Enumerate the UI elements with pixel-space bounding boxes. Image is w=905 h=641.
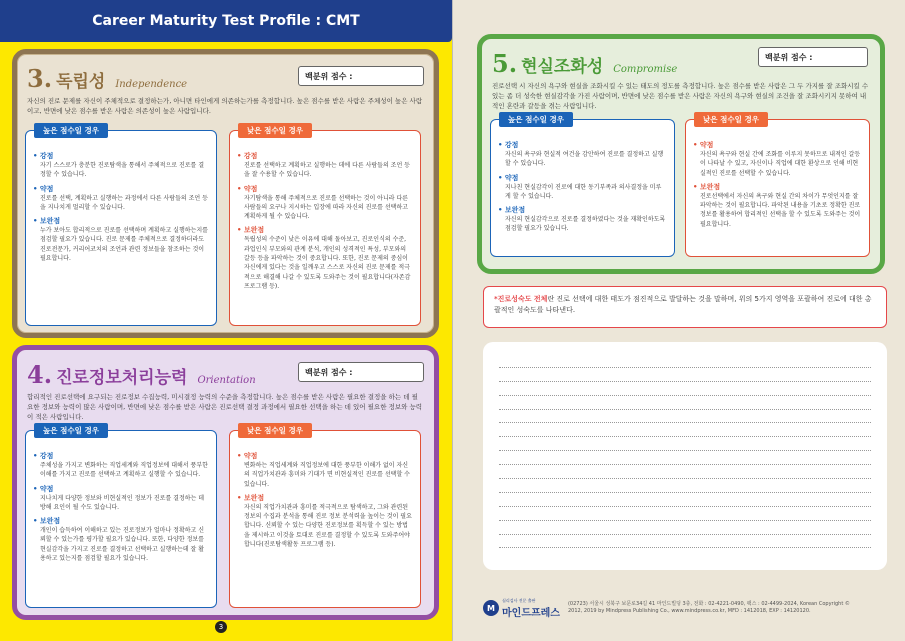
strength-heading: • 강점 [33, 152, 54, 160]
ruled-line [499, 354, 871, 368]
ruled-line [499, 507, 871, 521]
weakness-text: 자기탐색을 통해 주체적으로 진로를 선택하는 것이 아니라 다른 사람들의 요구나 지시하는 입장에 따라 자신의 진로를 선택하고 계획하게 될 수 있습니다. [244, 194, 409, 221]
ruled-line [499, 382, 871, 396]
complement-text: 독립성의 수준이 낮은 이유에 대해 돌아보고, 진로인식의 수준, 과업인식 부모와의 관계 분석, 개인의 성격적인 특성, 부모와의 갈등 등을 파악하는 것이 중요합니다. 또한, 진로 문제의 중심이 자신에게 있다는 것을 일깨우고 스스로 자신의 진로 문제를 적극적으로 해결해 나갈 수 있도록 도와주는 것이 필요합니다(자존감 프로그램 등). [244, 236, 411, 290]
maturity-note [483, 286, 887, 328]
ruled-line [499, 451, 871, 465]
low-score-box [229, 426, 421, 608]
low-score-label: 낮은 점수일 경우 [238, 423, 312, 438]
section-title-ko: 독립성 [56, 72, 106, 92]
copyright-line-2: 2012, 2019 by Mindpress Publishing Co., www.mindpress.co.kr, MFD : 1412018, EXP : 14120120. [567, 608, 811, 614]
ruled-line [499, 535, 871, 549]
section-orientation [12, 345, 439, 620]
section-title-en: Orientation [197, 375, 256, 386]
weakness-heading: • 약점 [693, 141, 714, 149]
notes-area[interactable] [483, 342, 887, 570]
complement-heading: • 보완점 [693, 182, 721, 191]
ruled-line [499, 396, 871, 410]
logo-text: 마인드프레스 [502, 607, 560, 619]
complement-heading: • 보완점 [33, 217, 61, 226]
percentile-score-field[interactable]: 백분위 점수 : [758, 47, 868, 67]
strength-text: 진로를 선택하고 계획하고 실행하는 데에 다른 사람들의 조언 등을 잘 수용할 수 있습니다. [244, 162, 410, 179]
strength-heading: • 강점 [237, 152, 258, 160]
left-page [0, 0, 452, 641]
high-score-label: 높은 점수일 경우 [499, 112, 573, 127]
weakness-heading: • 약점 [33, 484, 54, 493]
high-score-label: 높은 점수일 경우 [34, 423, 108, 438]
low-score-box [685, 115, 870, 257]
low-score-label: 낮은 점수일 경우 [238, 123, 312, 138]
strength-heading: • 강점 [498, 141, 519, 149]
complement-text: 개인이 습득하여 이해하고 있는 진로정보가 얼마나 정확하고 신뢰할 수 있는가를 평가할 필요가 있습니다. 또한, 다양한 정보를 현실감각을 가지고 진로를 결정하고 선택하고 실행하는데 잘 활용하고 있는지를 점검할 필요가 있습니다. [40, 527, 205, 563]
ruled-line [499, 479, 871, 493]
weakness-text: 지나치게 다양한 정보와 비현실적인 정보가 진로를 결정하는 데 방해 요인이 될 수도 있습니다. [40, 494, 205, 511]
section-independence [12, 49, 439, 338]
complement-heading: • 보완점 [498, 206, 526, 215]
complement-text: 진로선택에서 자신의 욕구와 현실 간의 차이가 무엇인지를 잘 파악하는 것이 필요합니다. 파악된 내용을 기초로 정확한 진로정보를 활용하여 합리적인 선택을 할 수 있도록 도와주는 것이 필요합니다. [700, 192, 861, 228]
percentile-score-field[interactable]: 백분위 점수 : [298, 362, 424, 382]
section-description: 합리적인 진로선택에 요구되는 진로정보 수집능력, 미시결정 능력의 수준을 측정합니다. 높은 점수를 받은 사람은 필요한 결정을 하는 데 필요한 정보와 능력이 많은 사람이며, 반면에 낮은 점수를 받은 사람은 진로선택 결정 과정에서 필요한 선택을 하는 데 있어 필요한 정보와 능력이 적은 사람입니다. [27, 393, 423, 421]
low-score-box [229, 126, 421, 326]
complement-heading: • 보완점 [237, 226, 265, 235]
section-description: 자신의 진로 문제를 자신이 주체적으로 결정하는가, 아니면 타인에게 의존하는가를 측정합니다. 높은 점수를 받은 사람은 주체성이 높은 사람이고, 반면에 낮은 점수를 받은 사람은 의존성이 높은 사람입니다. [27, 97, 423, 115]
section-title-ko: 현실조화성 [521, 57, 604, 77]
ruled-line [499, 410, 871, 424]
strength-text: 자신의 욕구와 현실적 여건을 감안하여 진로를 결정하고 실행할 수 있습니다. [505, 151, 664, 168]
ruled-line [499, 423, 871, 437]
section-number: 5. [492, 49, 518, 78]
ruled-line [499, 437, 871, 451]
weakness-heading: • 약점 [237, 452, 258, 460]
weakness-text: 변화하는 직업세계와 직업정보에 대한 풍부한 이해가 없이 자신의 직업가치관과 흥미와 기대가 면 비현실적인 진로를 선택할 수 있습니다. [244, 462, 410, 488]
high-score-box [490, 115, 675, 257]
high-score-label: 높은 점수일 경우 [34, 123, 108, 138]
profile-title: Career Maturity Test Profile : CMT [0, 0, 452, 42]
copyright-line-1: (02723) 서울시 성북구 보문로34길 41 마인드빌딩 3층, 전화 : 02-4221-0490, 팩스 : 02-4499-2024, Korean Copyright © [567, 600, 850, 607]
complement-text: 누가 보아도 합리적으로 진로를 선택하며 계획하고 실행하는지를 점검할 필요가 있습니다. 진로 문제를 주체적으로 결정하더라도 진로전문가, 커리어코치의 조언과 관련 정보들을 참조하는 것이 필요합니다. [40, 227, 208, 263]
strength-text: 자기 스스로가 충분한 진로탐색을 통해서 주체적으로 진로를 결정할 수 있습니다. [40, 162, 205, 179]
weakness-text: 지나친 현실감각이 진로에 대한 동기부족과 의사결정을 미루게 할 수 있습니다. [505, 183, 662, 200]
section-number: 4. [27, 360, 53, 389]
complement-text: 자신의 현실감각으로 진로를 결정하였다는 것을 재확인하도록 점검할 필요가 있습니다. [505, 216, 666, 233]
weakness-text: 진로를 선택, 계획하고 실행하는 과정에서 다른 사람들의 조언 등을 지나치게 멀리할 수 있습니다. [40, 194, 208, 211]
section-title-en: Compromise [613, 64, 678, 75]
note-text: 란 진로 선택에 대한 태도가 점진적으로 발달하는 것을 말하며, 위의 5가지 영역을 포괄하여 진로에 대한 총괄적인 성숙도를 나타낸다. [494, 295, 872, 315]
section-title-ko: 진로정보처리능력 [56, 368, 188, 388]
weakness-heading: • 약점 [498, 173, 519, 182]
high-score-box [25, 426, 217, 608]
copyright-text [568, 601, 850, 616]
ruled-line [499, 368, 871, 382]
section-description: 진로선택 시 자신의 욕구와 현실을 조화시킬 수 있는 태도의 정도를 측정합니다. 높은 점수를 받은 사람은 그 두 가지를 잘 조화시킬 수 있는 좀 더 성숙한 현실감각을 가진 사람이며, 반면에 낮은 점수를 받은 사람은 자신의 욕구와 현실의 조건을 잘 조화시키지 못하여 내적인 혼란과 갈등을 겪는 사람입니다. [492, 82, 869, 110]
section-number: 3. [27, 64, 53, 93]
strength-text: 주체성을 가지고 변화하는 직업세계와 직업정보에 대해서 풍부한 이해를 가지고 진로를 선택하고 계획하고 실행할 수 있습니다. [40, 462, 208, 479]
high-score-box [25, 126, 217, 326]
ruled-line [499, 493, 871, 507]
publisher-logo [483, 598, 560, 619]
weakness-heading: • 약점 [33, 184, 54, 193]
complement-text: 자신의 직업가치관과 흥미를 적극적으로 탐색하고, 그와 관련된 정보의 수집과 분석을 통해 진로 정보 분석력을 높이는 것이 필요합니다. 신뢰할 수 있는 다양한 진로정보를 획득할 수 있는 방법을 제시하고 이것을 토대로 진로를 결정할 수 있도록 도와주어야 합니다(진로탐색활동 프로그램 등). [244, 503, 412, 549]
page-number: 3 [215, 621, 227, 633]
ruled-line [499, 465, 871, 479]
strength-heading: • 강점 [33, 452, 54, 460]
complement-heading: • 보완점 [33, 517, 61, 526]
percentile-score-field[interactable]: 백분위 점수 : [298, 66, 424, 86]
low-score-label: 낮은 점수일 경우 [694, 112, 768, 127]
complement-heading: • 보완점 [237, 493, 265, 502]
right-page [452, 0, 905, 641]
weakness-heading: • 약점 [237, 184, 258, 193]
logo-mark-icon: M [483, 600, 499, 616]
footer [483, 594, 887, 622]
section-title-en: Independence [115, 79, 188, 90]
ruled-line [499, 521, 871, 535]
section-compromise [477, 34, 885, 274]
weakness-text: 자신의 욕구와 현실 간에 조화를 이루지 못하므로 내적인 갈등이 나타날 수 있고, 자신이나 직업에 대한 환상으로 인해 비현실적인 진로를 선택할 수 있습니다. [700, 151, 861, 177]
note-highlight: *진로성숙도 전체 [494, 295, 548, 303]
logo-tagline: 심리검사 전문 출판 [502, 597, 536, 603]
